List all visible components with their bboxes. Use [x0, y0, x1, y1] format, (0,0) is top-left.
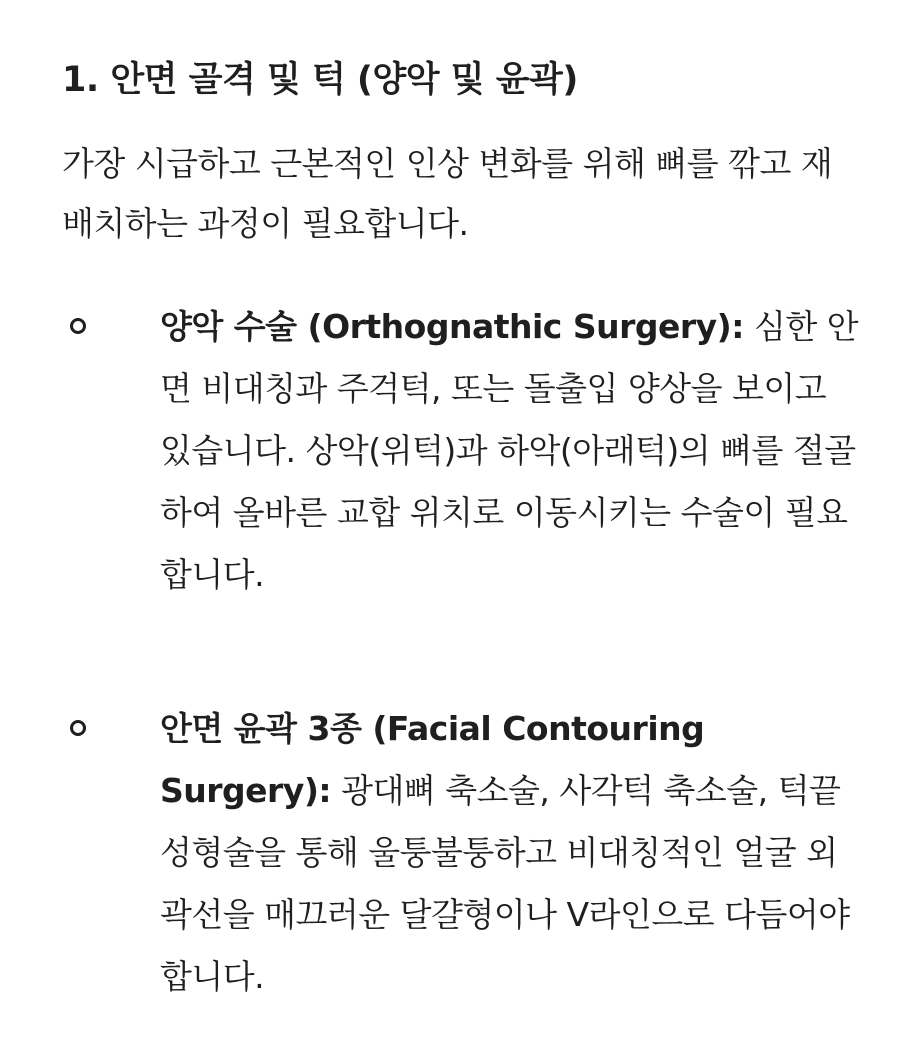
- list-item-text: [160, 296, 860, 606]
- section-heading: 1. 안면 골격 및 턱 (양악 및 윤곽): [62, 60, 578, 100]
- list-item-title: 양악 수술 (Orthognathic Surgery):: [160, 307, 744, 346]
- hollow-circle-bullet-icon: [70, 318, 86, 334]
- hollow-circle-bullet-icon: [70, 720, 86, 736]
- list-item-title: 안면 윤곽 3종 (Facial Contouring Surgery):: [160, 709, 705, 810]
- list-item-body: 광대뼈 축소술, 사각턱 축소술, 턱끝 성형술을 통해 울퉁불퉁하고 비대칭적인 얼굴 외곽선을 매끄러운 달걀형이나 V라인으로 다듬어야 합니다.: [160, 771, 850, 996]
- list-item-body: 심한 안면 비대칭과 주걱턱, 또는 돌출입 양상을 보이고 있습니다. 상악(위턱)과 하악(아래턱)의 뼈를 절골하여 올바른 교합 위치로 이동시키는 수술이 필요합니다.: [160, 307, 859, 594]
- list-item-text: [160, 698, 860, 1008]
- intro-paragraph: 가장 시급하고 근본적인 인상 변화를 위해 뼈를 깎고 재배치하는 과정이 필요합니다.: [62, 144, 833, 243]
